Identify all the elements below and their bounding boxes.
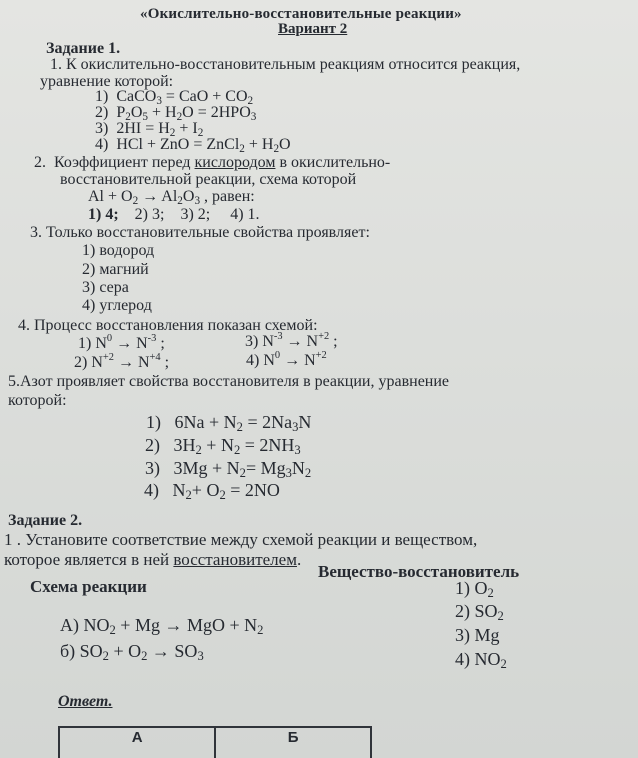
q2-text-line1: 2. Коэффициент перед кислородом в окислительно- bbox=[34, 154, 391, 171]
q1-option-3: 3) $2HI = H_2 + I_2$ bbox=[95, 120, 204, 139]
task2-q1-line1: 1 . Установите соответствие между схемой реакции и веществом, bbox=[4, 530, 478, 549]
q4-option-4: 4) $N^0 \to N^{+2}$ bbox=[246, 350, 327, 369]
page-title: «Окислительно-восстановительные реакции» bbox=[140, 6, 462, 22]
task1-label: Задание 1. bbox=[46, 40, 121, 57]
q4-option-2: 2) $N^{+2} \to N^{+4}$ ; bbox=[74, 352, 170, 371]
variant-label: Вариант 2 bbox=[278, 21, 348, 37]
q5-option-1: 1) $6Na + N_2 = 2Na_3N$ bbox=[146, 412, 312, 434]
answer-cell-a[interactable]: А bbox=[59, 727, 215, 758]
reaction-a: А) $NO_2 + Mg$ → MgO + $N_2$ bbox=[60, 615, 264, 637]
q2-scheme: $Al + O_2 \to Al_2O_3$ , равен: bbox=[88, 188, 255, 207]
q2-text-line2: восстановительной реакции, схема которой bbox=[60, 171, 357, 188]
substance-2: 2) $SO_2$ bbox=[455, 601, 504, 623]
q3-option-1: 1) водород bbox=[82, 242, 155, 259]
q5-option-3: 3) $3Mg + N_2= Mg_3N_2$ bbox=[145, 458, 312, 480]
q1-option-4: 4) HCl + ZnO = ZnCl$_2$ + $H_2O$ bbox=[95, 136, 291, 155]
q1-option-1: 1) CaCO$_3$ = CaO + $CO_2$ bbox=[95, 88, 254, 107]
task2-q1-line2: которое является в ней восстановителем. bbox=[4, 550, 302, 569]
q5-option-2: 2) $3H_2 + N_2 = 2NH_3$ bbox=[145, 435, 301, 457]
task2-label: Задание 2. bbox=[8, 512, 83, 529]
q2-underlined-word: кислородом bbox=[194, 154, 276, 171]
q5-option-4: 4) $N_2+ O_2 = 2NO$ bbox=[144, 480, 280, 502]
q4-option-1: 1) $N^0 \to N^{-3}$ ; bbox=[78, 333, 165, 352]
q5-text-line1: 5.Азот проявляет свойства восстановителя в реакции, уравнение bbox=[8, 373, 450, 390]
q4-option-3: 3) $N^{-3} \to N^{+2}$ ; bbox=[245, 331, 338, 350]
substance-1: 1) $O_2$ bbox=[455, 578, 494, 600]
reaction-b: б) $SO_2 + O_2 \to SO_3$ bbox=[60, 641, 204, 663]
q4-text: 4. Процесс восстановления показан схемой: bbox=[18, 317, 318, 334]
q3-text: 3. Только восстановительные свойства проявляет: bbox=[30, 224, 370, 241]
q2-answers: 1) 4; 2) 3; 3) 2; 4) 1. bbox=[88, 206, 260, 223]
q1-text-line1: 1. К окислительно-восстановительным реакциям относится реакция, bbox=[50, 56, 521, 73]
reducer-column-header: Вещество-восстановитель bbox=[318, 562, 520, 581]
q3-option-3: 3) сера bbox=[82, 279, 129, 296]
substance-4: 4) $NO_2$ bbox=[455, 649, 507, 671]
q3-option-2: 2) магний bbox=[82, 261, 149, 278]
answer-label: Ответ. bbox=[58, 693, 113, 710]
q1-option-2: 2) $P_2O_5 + H_2O = 2HPO_3$ bbox=[95, 104, 257, 123]
q3-option-4: 4) углерод bbox=[82, 297, 152, 314]
q1-text-line2: уравнение которой: bbox=[40, 73, 174, 90]
answer-cell-b[interactable]: Б bbox=[215, 727, 371, 758]
q5-text-line2: которой: bbox=[8, 392, 67, 409]
substance-3: 3) Mg bbox=[455, 625, 500, 645]
answer-table bbox=[58, 726, 372, 758]
scheme-column-header: Схема реакции bbox=[30, 577, 147, 596]
